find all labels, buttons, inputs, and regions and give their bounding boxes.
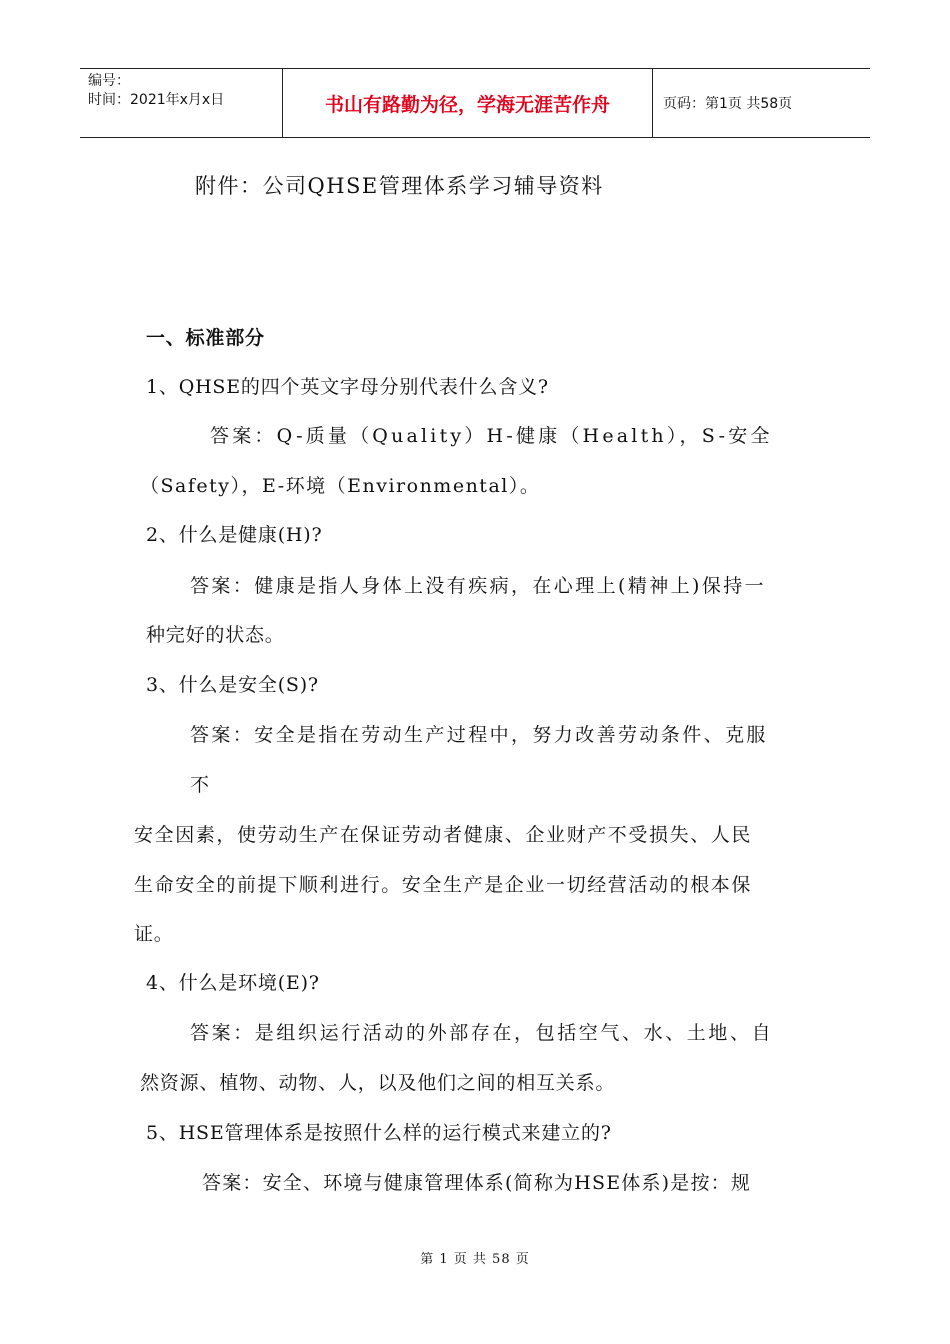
answer-5-line-1: 答案：安全、环境与健康管理体系(简称为HSE体系)是按：规 bbox=[202, 1172, 752, 1194]
answer-3-line-1: 答案：安全是指在劳动生产过程中，努力改善劳动条件、克服 bbox=[190, 724, 768, 746]
answer-3-line-5: 证。 bbox=[134, 923, 174, 945]
document-title: 附件：公司QHSE管理体系学习辅导资料 bbox=[195, 174, 604, 198]
answer-4-line-2: 然资源、植物、动物、人，以及他们之间的相互关系。 bbox=[140, 1072, 616, 1094]
question-1: 1、QHSE的四个英文字母分别代表什么含义? bbox=[146, 376, 549, 398]
time-label: 时间：2021年x月x日 bbox=[88, 92, 225, 108]
page-footer: 第 1 页 共 58 页 bbox=[420, 1252, 530, 1267]
answer-4-line-1: 答案：是组织运行活动的外部存在，包括空气、水、土地、自 bbox=[190, 1022, 774, 1044]
header-motto-cell bbox=[283, 69, 653, 137]
page-label: 页码：第1页 共58页 bbox=[663, 96, 793, 112]
motto: 书山有路勤为径，学海无涯苦作舟 bbox=[324, 93, 610, 116]
answer-1-line-2: （Safety），E-环境（Environmental）。 bbox=[140, 475, 541, 497]
header-meta-cell bbox=[80, 69, 283, 137]
answer-1-line-1: 答案：Q-质量（Quality）H-健康（Health），S-安全 bbox=[210, 425, 773, 447]
answer-2-line-1: 答案：健康是指人身体上没有疾病，在心理上(精神上)保持一 bbox=[190, 575, 767, 597]
answer-2-line-2: 种完好的状态。 bbox=[146, 624, 285, 646]
number-label: 编号： bbox=[88, 73, 130, 89]
section-heading: 一、标准部分 bbox=[146, 327, 265, 349]
question-3: 3、什么是安全(S)? bbox=[146, 674, 319, 696]
answer-3-line-3: 安全因素，使劳动生产在保证劳动者健康、企业财产不受损失、人民 bbox=[134, 824, 753, 846]
question-4: 4、什么是环境(E)? bbox=[146, 972, 320, 994]
question-5: 5、HSE管理体系是按照什么样的运行模式来建立的? bbox=[146, 1122, 612, 1144]
question-2: 2、什么是健康(H)? bbox=[146, 524, 323, 546]
page-header bbox=[80, 68, 870, 138]
header-page-cell bbox=[653, 69, 870, 137]
answer-3-line-4: 生命安全的前提下顺利进行。安全生产是企业一切经营活动的根本保 bbox=[134, 874, 753, 896]
answer-3-line-2: 不 bbox=[190, 774, 210, 796]
